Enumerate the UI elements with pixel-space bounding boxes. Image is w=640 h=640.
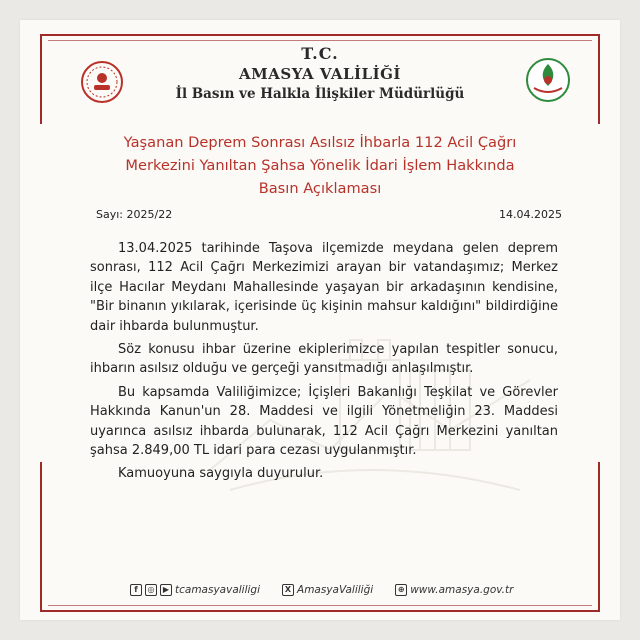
youtube-icon[interactable]: ▶ — [160, 584, 172, 596]
globe-icon[interactable]: ⊕ — [395, 584, 407, 596]
document-date: 14.04.2025 — [499, 208, 562, 221]
document-title — [70, 131, 570, 200]
title-line-2: Merkezini Yanıltan Şahsa Yönelik İdari İşlem Hakkında — [125, 157, 515, 174]
interior-ministry-emblem-icon — [80, 60, 124, 104]
frame-left-top-border — [40, 34, 42, 124]
frame-left-bottom-border — [40, 462, 42, 612]
document-meta — [96, 208, 562, 221]
body-paragraph-2: Söz konusu ihbar üzerine ekiplerimizce yapılan tespitler sonucu, ihbarın asılsız olduğu ve gerçeği yansıtmadığı anlaşılmıştır. — [90, 342, 558, 377]
social-handle[interactable]: tcamasyavaliligi — [175, 584, 261, 596]
frame-right-top-border — [598, 34, 600, 124]
letterhead-governorship: AMASYA VALİLİĞİ — [239, 65, 401, 83]
title-line-1: Yaşanan Deprem Sonrası Asılsız İhbarla 112 Acil Çağrı — [123, 134, 517, 151]
letterhead-department: İl Basın ve Halkla İlişkiler Müdürlüğü — [175, 86, 465, 102]
frame-right-bottom-border — [598, 462, 600, 612]
website-link[interactable]: www.amasya.gov.tr — [410, 584, 514, 596]
footer-website[interactable] — [395, 584, 513, 596]
frame-top-border — [40, 34, 600, 36]
footer — [130, 584, 535, 596]
title-line-3: Basın Açıklaması — [258, 180, 382, 197]
body-paragraph-3: Bu kapsamda Valiliğimizce; İçişleri Bakanlığı Teşkilat ve Görevler Hakkında Kanun'un 28. Maddesi ve ilgili Yönetmeliğin 23. Maddesi uyarınca asılsız ihbarda bulunarak, 112 Acil Çağrı Merkezini yanıltan şahsa 2.849,00 TL idari para cezası uygulanmıştır. — [90, 384, 558, 459]
frame-bottom-border — [40, 610, 600, 612]
frame-top-inner-border — [48, 40, 592, 41]
frame-bottom-inner-border — [48, 605, 592, 606]
document-number: Sayı: 2025/22 — [96, 208, 173, 221]
document-body — [90, 239, 558, 484]
body-paragraph-1: 13.04.2025 tarihinde Taşova ilçemizde meydana gelen deprem sonrası, 112 Acil Çağrı Merkezimizi arayan bir vatandaşımız; Merkez ilçe Hacılar Meydanı Mahallesinde yaşayan bir arkadaşının kendisine, "Bir binanın yıkılarak, içerisinde üç kişinin mahsur kaldığını" bildirdiğine dair ihbarda bulunmuştur. — [90, 241, 558, 334]
x-icon[interactable]: X — [282, 584, 294, 596]
amasya-governorship-logo-icon — [524, 56, 572, 104]
instagram-icon[interactable]: ◎ — [145, 584, 157, 596]
body-paragraph-4: Kamuoyuna saygıyla duyurulur. — [118, 466, 324, 482]
letterhead — [120, 44, 520, 102]
footer-x[interactable] — [282, 584, 373, 596]
facebook-icon[interactable]: f — [130, 584, 142, 596]
letterhead-tc: T.C. — [301, 44, 339, 63]
x-handle[interactable]: AmasyaValiliği — [297, 584, 374, 596]
footer-social[interactable] — [130, 584, 260, 596]
